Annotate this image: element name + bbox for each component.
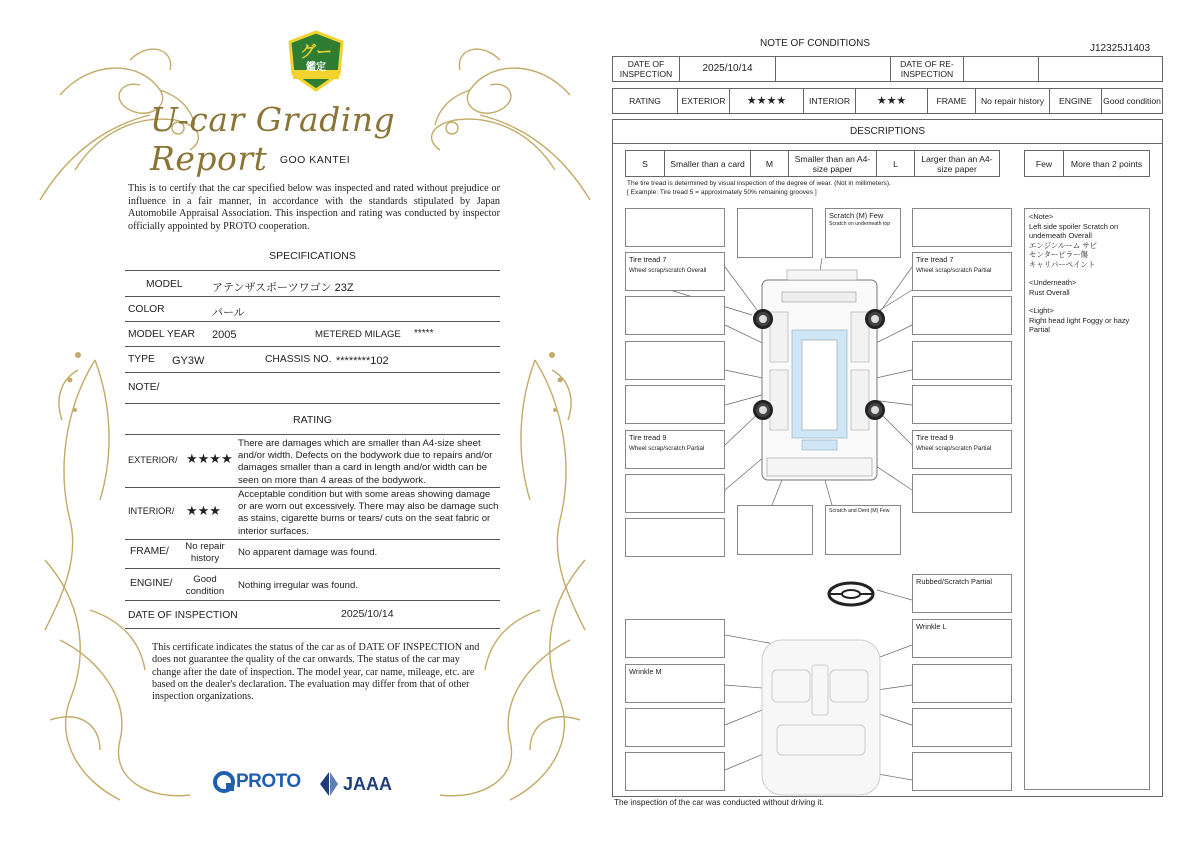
- frame-description: No apparent damage was found.: [238, 547, 378, 558]
- condition-box-tire-rear-right: [912, 430, 1012, 469]
- exterior-stars: ★★★★: [186, 451, 233, 466]
- condition-box: [625, 518, 725, 557]
- divider: [125, 600, 500, 601]
- proto-logo: [212, 771, 301, 793]
- legend-l: L: [876, 151, 914, 176]
- condition-box: [737, 505, 813, 555]
- condition-box: [912, 708, 1012, 747]
- badge-text: 鑑定: [306, 62, 326, 73]
- divider: [125, 296, 500, 297]
- reinspection-label: DATE OF RE-INSPECTION: [890, 57, 963, 81]
- type-label: TYPE: [128, 354, 155, 365]
- notes-box: [1024, 208, 1150, 790]
- date-row: [612, 56, 1163, 82]
- date-value: 2025/10/14: [679, 57, 775, 81]
- condition-box-wrinkle-m: [625, 664, 725, 703]
- frame-label: FRAME/: [130, 546, 169, 557]
- condition-box-rear: [825, 505, 901, 555]
- chassis-label: CHASSIS NO.: [265, 354, 332, 365]
- condition-box: [912, 341, 1012, 380]
- condition-box-steering: [912, 574, 1012, 613]
- jaaa-logo-text: JAAA: [343, 773, 393, 794]
- note-line: Left side spoiler Scratch on underneath Overall: [1029, 221, 1119, 240]
- note-line: センターピラー傷: [1029, 250, 1088, 259]
- box-detail: Wheel scrap/scratch Partial: [629, 444, 705, 452]
- condition-box-wrinkle-l: [912, 619, 1012, 658]
- condition-box-front: [825, 208, 901, 258]
- rating-heading: RATING: [293, 414, 332, 426]
- divider: [125, 321, 500, 322]
- svg-text:グー: グー: [299, 42, 333, 61]
- box-detail: Wheel scrap/scratch Partial: [916, 444, 992, 452]
- engine-label: ENGINE/: [130, 578, 173, 589]
- box-detail: Scratch on underneath top: [829, 220, 891, 227]
- specs-heading: SPECIFICATIONS: [269, 250, 356, 262]
- condition-box: [737, 208, 813, 258]
- interior-stars: ★★★: [186, 503, 221, 518]
- divider: [125, 346, 500, 347]
- box-title: Wrinkle L: [916, 622, 947, 631]
- steering-wheel-icon: [826, 580, 876, 608]
- goo-kantei-badge-icon: [287, 30, 345, 92]
- chassis-value: ********102: [336, 355, 389, 367]
- exterior-stars: ★★★★: [729, 89, 803, 113]
- certificate-title: U-car Grading Report: [150, 100, 396, 178]
- condition-box: [912, 296, 1012, 335]
- note-line: Rust Overall: [1029, 287, 1070, 297]
- engine-value: Good condition: [1101, 89, 1162, 113]
- divider: [125, 539, 500, 540]
- tire-rear-left-icon: [753, 400, 773, 420]
- divider: [125, 628, 500, 629]
- note-line: [1029, 269, 1145, 278]
- condition-box: [625, 619, 725, 658]
- legend-m: M: [750, 151, 788, 176]
- proto-mark-icon: [212, 771, 236, 793]
- inspection-date-value: 2025/10/14: [341, 608, 394, 620]
- interior-label: INTERIOR/: [128, 506, 175, 516]
- legend-few-text: More than 2 points: [1063, 151, 1149, 176]
- tire-front-right-icon: [865, 309, 885, 329]
- divider: [125, 403, 500, 404]
- rating-label: RATING: [629, 96, 661, 106]
- tread-example: [ Example: Tire tread 5 = approximately 50% remaining grooves ]: [627, 189, 817, 196]
- tire-rear-right-icon: [865, 400, 885, 420]
- proto-logo-text: PROTO: [236, 771, 301, 792]
- type-value: GY3W: [172, 355, 205, 367]
- engine-value: Good condition: [185, 574, 225, 597]
- note-label: NOTE/: [128, 382, 160, 393]
- condition-box: [912, 752, 1012, 791]
- legend-few: Few: [1035, 158, 1053, 169]
- date-label: DATE OF INSPECTION: [619, 59, 673, 79]
- condition-box: [625, 708, 725, 747]
- condition-box: [625, 208, 725, 247]
- certificate-intro: This is to certify that the car specified below was inspected and rated without prejudice or influence in a fair manner, in accordance with the standards stipulated by Japan Automobile Appraisal Association. This inspection and rating was conducted by inspector officially appointed by PROTO cooperation.: [128, 183, 500, 232]
- frame-value: No repair history: [185, 541, 225, 564]
- engine-description: Nothing irregular was found.: [238, 580, 358, 591]
- few-legend: [1024, 150, 1150, 177]
- exterior-label: EXTERIOR: [677, 89, 729, 113]
- interior-description: Acceptable condition but with some areas showing damage or are worn out excessively. There may also be damage such as stains, cigarette burns or tears/ cuts on the seat fabric or interior surfaces.: [238, 489, 499, 537]
- condition-box: [912, 664, 1012, 703]
- note-line: <Note>: [1029, 212, 1054, 221]
- document-number: J12325J1403: [1090, 43, 1151, 54]
- exterior-label: EXTERIOR/: [128, 455, 178, 465]
- legend-s: S: [642, 158, 648, 169]
- condition-box: [912, 474, 1012, 513]
- box-title: Tire tread 9: [629, 433, 667, 442]
- descriptions-heading: DESCRIPTIONS: [612, 119, 1163, 144]
- divider: [125, 568, 500, 569]
- frame-value: No repair history: [975, 89, 1049, 113]
- note-line: <Light>: [1029, 306, 1054, 315]
- note-line: [1029, 297, 1145, 306]
- condition-box-tire-front-left: [625, 252, 725, 291]
- box-title: Tire tread 9: [916, 433, 954, 442]
- condition-box-tire-front-right: [912, 252, 1012, 291]
- color-label: COLOR: [128, 304, 165, 315]
- certificate-subtitle: GOO KANTEI: [279, 154, 351, 166]
- reinspection-blank: [963, 57, 1038, 81]
- car-top-view: [762, 270, 877, 480]
- model-year-label: MODEL YEAR: [128, 329, 195, 340]
- box-title: Scratch (M) Few: [829, 211, 884, 220]
- condition-box: [912, 208, 1012, 247]
- tread-note: The tire tread is determined by visual inspection of the degree of wear. (Not in millimeters).: [627, 180, 891, 187]
- note-line: <Underneath>: [1029, 278, 1077, 287]
- interior-stars: ★★★: [855, 89, 927, 113]
- note-line: キャリパーペイント: [1029, 259, 1096, 269]
- box-title: Rubbed/Scratch Partial: [916, 577, 992, 586]
- box-title: Wrinkle M: [629, 667, 662, 676]
- legend-l-text: Larger than an A4-size paper: [914, 151, 999, 176]
- model-label: MODEL: [146, 279, 183, 290]
- divider: [125, 372, 500, 373]
- legend-s-text: Smaller than a card: [664, 151, 750, 176]
- divider: [125, 487, 500, 488]
- inspection-date-label: DATE OF INSPECTION: [128, 610, 238, 621]
- car-interior-view: [762, 640, 880, 795]
- divider: [125, 270, 500, 271]
- box-title: Scratch and Dent (M) Few: [829, 508, 890, 514]
- engine-label: ENGINE: [1049, 89, 1101, 113]
- frame-label: FRAME: [927, 89, 975, 113]
- interior-label: INTERIOR: [803, 89, 855, 113]
- legend-m-text: Smaller than an A4-size paper: [788, 151, 876, 176]
- tire-front-left-icon: [753, 309, 773, 329]
- box-detail: Wheel scrap/scratch Overall: [629, 266, 707, 274]
- exterior-description: There are damages which are smaller than A4-size sheet and/or width. Defects on the bodywork due to repairs and/or damages smaller than a card in length and/or width can be seen on more than 4 areas of the bodywork.: [238, 438, 493, 486]
- bottom-note: The inspection of the car was conducted without driving it.: [614, 798, 824, 807]
- note-line: エンジンルーム サビ: [1029, 240, 1098, 250]
- reinspection-blank-2: [1038, 57, 1162, 81]
- jaaa-mark-icon: [318, 771, 340, 797]
- condition-box: [625, 752, 725, 791]
- condition-box: [912, 385, 1012, 424]
- box-title: Tire tread 7: [629, 255, 667, 264]
- mileage-label: METERED MILAGE: [315, 329, 401, 340]
- size-legend: [625, 150, 1000, 177]
- color-value: パール: [212, 307, 245, 319]
- condition-box: [625, 385, 725, 424]
- note-line: Right head light Foggy or hazy Partial: [1029, 315, 1130, 334]
- divider: [125, 434, 500, 435]
- rating-row: [612, 88, 1163, 114]
- condition-box: [625, 341, 725, 380]
- box-detail: Wheel scrap/scratch Partial: [916, 266, 992, 274]
- box-title: Tire tread 7: [916, 255, 954, 264]
- jaaa-logo: [318, 771, 392, 797]
- mileage-value: *****: [414, 328, 434, 339]
- condition-box: [625, 296, 725, 335]
- condition-box: [625, 474, 725, 513]
- conditions-title: NOTE OF CONDITIONS: [760, 38, 870, 49]
- certificate-footer: This certificate indicates the status of the car as of DATE OF INSPECTION and does not guarantee the quality of the car onwards. The status of the car may change after the date of inspection. The model year, car name, mileage, etc. are based on the dealer's declaration. The evaluation may differ from that of other inspection organizations.: [152, 642, 480, 703]
- model-year-value: 2005: [212, 329, 237, 341]
- condition-box-tire-rear-left: [625, 430, 725, 469]
- model-value: アテンザスポーツワゴン 23Z: [212, 282, 354, 294]
